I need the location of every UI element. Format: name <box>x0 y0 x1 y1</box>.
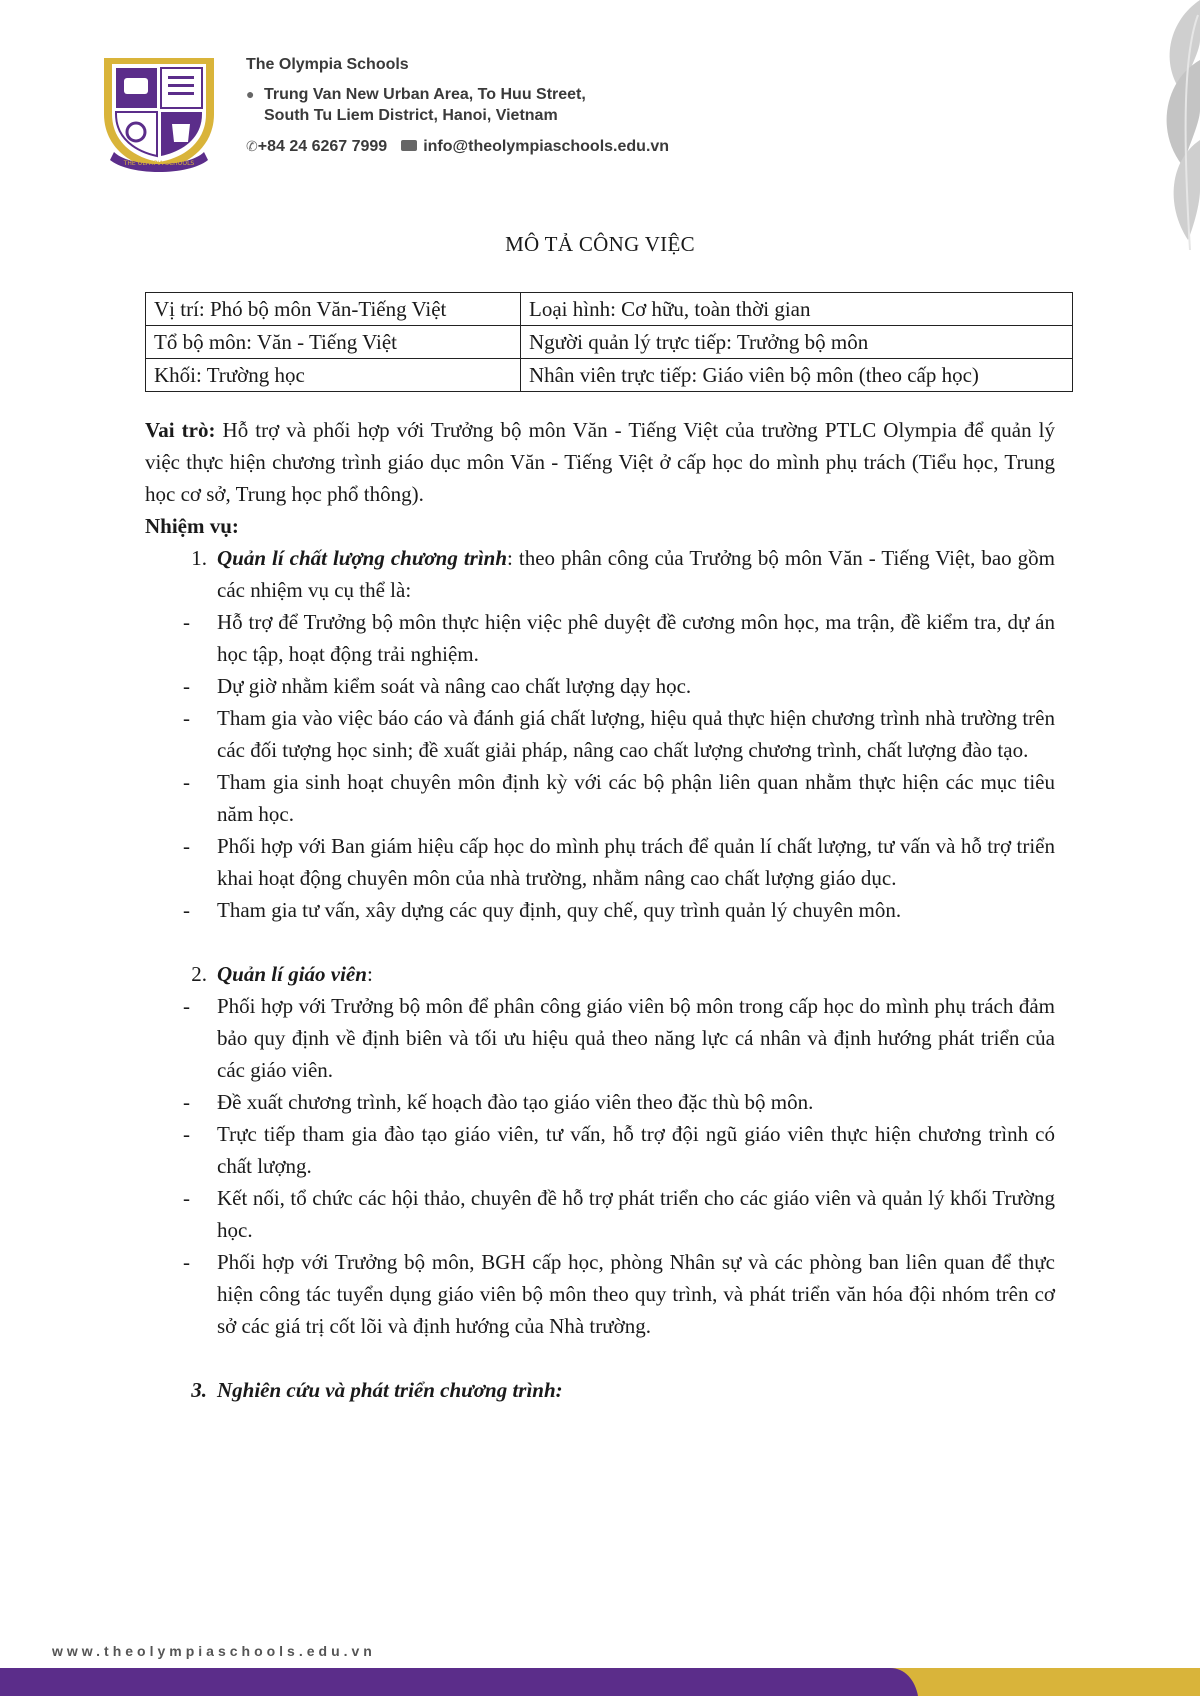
table-row <box>146 293 1073 326</box>
dash-bullet: - <box>183 834 190 858</box>
footer-website: www.theolympiaschools.edu.vn <box>52 1643 376 1659</box>
duties-sections <box>145 542 1055 1406</box>
list-item <box>145 1118 1055 1182</box>
table-cell: Loại hình: Cơ hữu, toàn thời gian <box>521 293 1073 326</box>
dash-bullet: - <box>183 770 190 794</box>
footer-bar <box>0 1668 1200 1696</box>
list-item <box>145 830 1055 894</box>
list-item-text: Phối hợp với Trưởng bộ môn, BGH cấp học, phòng Nhân sự và các phòng ban liên quan để thực hiện công tác tuyển dụng giáo viên bộ môn theo quy trình, và phát triển văn hóa đội nhóm trên cơ sở các giá trị cốt lõi và định hướng của Nhà trường. <box>217 1250 1055 1338</box>
dash-bullet: - <box>183 1122 190 1146</box>
phone-number: +84 24 6267 7999 <box>257 138 388 155</box>
section-heading-text <box>217 958 1055 990</box>
duties-heading: Nhiệm vụ: <box>145 514 239 538</box>
duty-section <box>145 542 1055 926</box>
school-name: The Olympia Schools <box>246 56 409 73</box>
list-item <box>145 670 1055 702</box>
section-number: 2. <box>191 962 207 986</box>
list-item-text: Tham gia vào việc báo cáo và đánh giá chất lượng, hiệu quả thực hiện chương trình nhà trường trên các đối tượng học sinh; đề xuất giải pháp, nâng cao chất lượng chương trình, chất lượng đào tạo. <box>217 706 1055 762</box>
table-cell: Người quản lý trực tiếp: Trưởng bộ môn <box>521 326 1073 359</box>
section-heading <box>145 1374 1055 1406</box>
address-line-1: Trung Van New Urban Area, To Huu Street, <box>264 86 586 103</box>
section-spacer <box>145 1342 1055 1374</box>
dash-bullet: - <box>183 1250 190 1274</box>
dash-bullet: - <box>183 994 190 1018</box>
section-heading <box>145 958 1055 990</box>
section-heading-text <box>217 542 1055 606</box>
duty-section <box>145 958 1055 1342</box>
table-row <box>146 359 1073 392</box>
list-item-text: Tham gia sinh hoạt chuyên môn định kỳ với các bộ phận liên quan nhằm thực hiện các mục tiêu năm học. <box>217 770 1055 826</box>
role-text: Hỗ trợ và phối hợp với Trưởng bộ môn Văn - Tiếng Việt của trường PTLC Olympia để quản lý việc thực hiện chương trình giáo dục môn Văn - Tiếng Việt ở cấp học do mình phụ trách (Tiểu học, Trung học cơ sở, Trung học phổ thông). <box>145 418 1055 506</box>
document-body <box>145 414 1055 1406</box>
dash-bullet: - <box>183 1186 190 1210</box>
table-cell: Nhân viên trực tiếp: Giáo viên bộ môn (theo cấp học) <box>521 359 1073 392</box>
table-cell: Tổ bộ môn: Văn - Tiếng Việt <box>146 326 521 359</box>
list-item <box>145 606 1055 670</box>
phone-icon: ✆ <box>246 138 258 154</box>
list-item <box>145 1086 1055 1118</box>
section-title: Nghiên cứu và phát triển chương trình: <box>217 1378 563 1402</box>
list-item-text: Dự giờ nhằm kiểm soát và nâng cao chất lượng dạy học. <box>217 674 692 698</box>
leaf-decoration <box>1110 0 1200 260</box>
duty-section <box>145 1374 1055 1406</box>
list-item-text: Tham gia tư vấn, xây dựng các quy định, quy chế, quy trình quản lý chuyên môn. <box>217 898 902 922</box>
table-cell: Khối: Trường học <box>146 359 521 392</box>
list-item <box>145 894 1055 926</box>
table-cell: Vị trí: Phó bộ môn Văn-Tiếng Việt <box>146 293 521 326</box>
section-number: 1. <box>191 546 207 570</box>
email-icon <box>401 140 417 151</box>
address <box>246 84 806 126</box>
section-title: Quản lí chất lượng chương trình <box>217 546 508 570</box>
list-item-text: Đề xuất chương trình, kế hoạch đào tạo giáo viên theo đặc thù bộ môn. <box>217 1090 814 1114</box>
list-item-text: Trực tiếp tham gia đào tạo giáo viên, tư vấn, hỗ trợ đội ngũ giáo viên thực hiện chương trình có chất lượng. <box>217 1122 1055 1178</box>
crest-banner-text: THE OLYMPIA SCHOOLS <box>123 160 195 167</box>
list-item-text: Phối hợp với Trưởng bộ môn để phân công giáo viên bộ môn trong cấp học do mình phụ trách đảm bảo quy định về định biên và tối ưu hiệu quả theo năng lực cá nhân và định hướng phát triển của các giáo viên. <box>217 994 1055 1082</box>
role-label: Vai trò: <box>145 418 216 442</box>
section-heading-text <box>217 1374 1055 1406</box>
list-item <box>145 1182 1055 1246</box>
list-item <box>145 990 1055 1086</box>
section-spacer <box>145 926 1055 958</box>
section-number: 3. <box>191 1378 207 1402</box>
section-title-suffix: : <box>366 962 373 986</box>
contact-row <box>246 136 806 157</box>
dash-bullet: - <box>183 1090 190 1114</box>
dash-bullet: - <box>183 898 190 922</box>
section-title-suffix: : theo phân công của Trưởng bộ môn Văn - Tiếng Việt, bao gồm các nhiệm vụ cụ thể là: <box>217 546 1056 602</box>
dash-bullet: - <box>183 674 190 698</box>
section-heading <box>145 542 1055 606</box>
list-item <box>145 766 1055 830</box>
duty-list <box>145 606 1055 926</box>
list-item-text: Kết nối, tổ chức các hội thảo, chuyên đề hỗ trợ phát triển cho các giáo viên và quản lý khối Trường học. <box>217 1186 1055 1242</box>
address-line-2: South Tu Liem District, Hanoi, Vietnam <box>264 107 558 124</box>
list-item-text: Hỗ trợ để Trưởng bộ môn thực hiện việc phê duyệt đề cương môn học, ma trận, đề kiểm tra, dự án học tập, hoạt động trải nghiệm. <box>217 610 1055 666</box>
list-item <box>145 1246 1055 1342</box>
duty-list <box>145 990 1055 1342</box>
dash-bullet: - <box>183 706 190 730</box>
document-title: MÔ TẢ CÔNG VIỆC <box>505 232 695 256</box>
email-address: info@theolympiaschools.edu.vn <box>423 138 670 155</box>
role-paragraph <box>145 414 1055 510</box>
location-pin-icon: ● <box>246 86 255 102</box>
table-row <box>146 326 1073 359</box>
school-crest-logo <box>100 52 218 172</box>
section-title: Quản lí giáo viên <box>217 962 367 986</box>
school-contact-block <box>246 52 806 157</box>
list-item-text: Phối hợp với Ban giám hiệu cấp học do mình phụ trách để quản lí chất lượng, tư vấn và hỗ trợ triển khai hoạt động chuyên môn của nhà trường, nhằm nâng cao chất lượng giáo dục. <box>217 834 1055 890</box>
list-item <box>145 702 1055 766</box>
dash-bullet: - <box>183 610 190 634</box>
job-info-table <box>145 292 1073 392</box>
